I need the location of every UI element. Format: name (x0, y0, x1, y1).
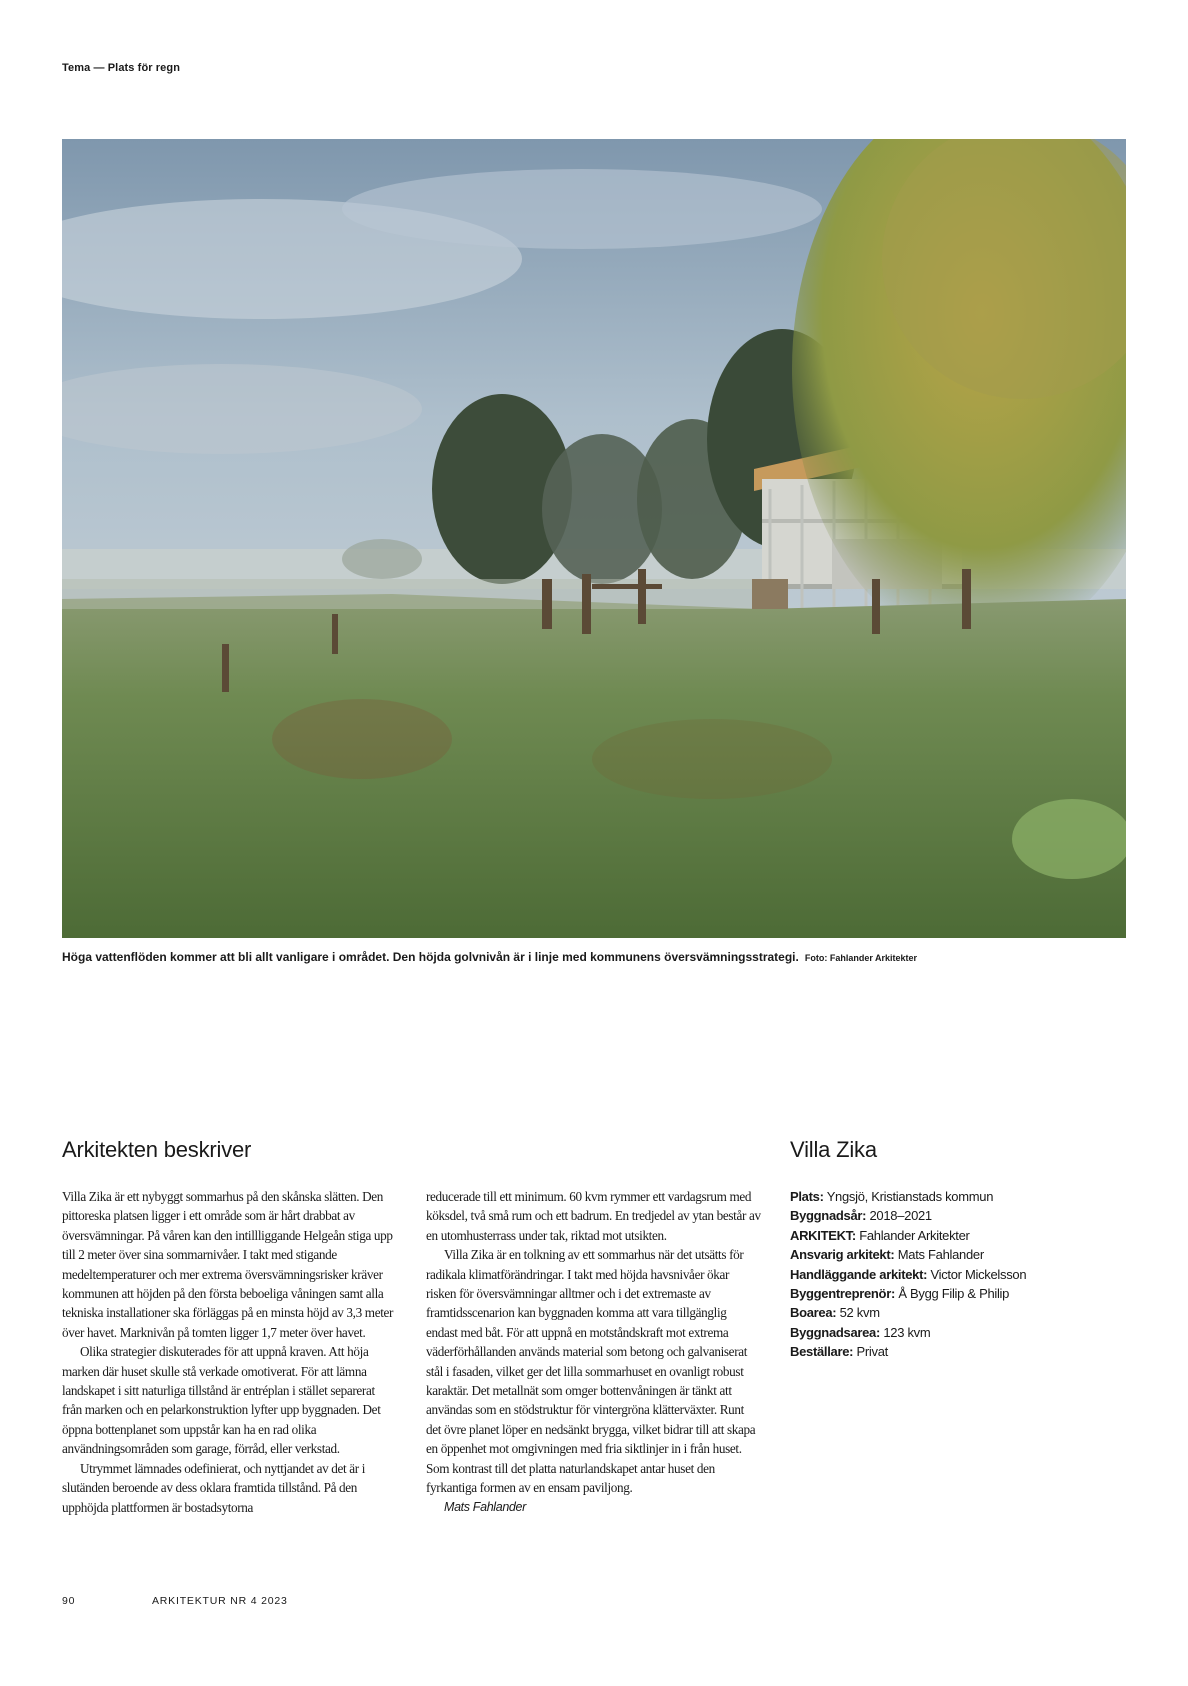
factbox-heading: Villa Zika (790, 1137, 877, 1162)
fact-row (790, 1342, 1130, 1361)
fact-row (790, 1187, 1130, 1206)
fact-row (790, 1284, 1130, 1303)
fact-row (790, 1226, 1130, 1245)
fact-row (790, 1303, 1130, 1322)
photo-credit: Foto: Fahlander Arkitekter (804, 953, 918, 963)
fact-value: 2018–2021 (869, 1208, 932, 1224)
fact-row (790, 1265, 1130, 1284)
fact-label: Byggnadsår: (790, 1208, 867, 1224)
section-kicker: Tema — Plats för regn (62, 62, 181, 74)
fact-value: Victor Mickelsson (930, 1266, 1027, 1282)
fact-value: Privat (856, 1344, 888, 1360)
fact-value: Fahlander Arkitekter (859, 1227, 970, 1243)
fact-value: 123 kvm (883, 1324, 931, 1340)
fact-label: Byggnadsarea: (790, 1324, 881, 1340)
fact-value: Å Bygg Filip & Philip (898, 1286, 1010, 1302)
paragraph: Villa Zika är en tolkning av ett sommarhus när det utsätts för radikala klimatförändringar. I takt med höjda havsnivåer ökar risken för översvämningar alltmer och i det extremaste av framtidsscenarion kan byggnaden komma att vara tillgänglig endast med båt. För att uppnå en motståndskraft mot extrema väderförhållanden används material som betong och galvaniserat stål i fasaden, vilket ger det lilla sommarhuset en ovanligt robust karaktär. Det metallnät som omger bottenvåningen är tänkt att användas som en stödstruktur för vintergröna klätterväxter. Runt det övre planet löper en nedsänkt brygga, vilket bidrar till att skapa en öppenhet mot omgivningen med fria siktlinjer in i från huset. Som kontrast till det platta naturlandskapet antar huset den fyrkantiga formen av en ensam paviljong. (426, 1247, 756, 1496)
paragraph: Olika strategier diskuterades för att uppnå kraven. Att höja marken där huset skulle stå verkade omotiverat. För att lämna landskapet i sitt naturliga tillstånd är entréplan i stället separerat från marken och en pelarkonstruktion lyfter upp byggnaden. Det öppna bottenplanet som uppstår kan ha en rad olika användningsområden som garage, förråd, eller verkstad. (62, 1344, 381, 1457)
fact-value: Mats Fahlander (897, 1247, 984, 1263)
paragraph: Villa Zika är ett nybyggt sommarhus på den skånska slätten. Den pittoreska platsen ligger i ett område som är hårt drabbat av översvämningar. På våren kan den intillliggande Helgeån stiga upp till 2 meter över sina sommarnivåer. I takt med stigande medeltemperaturer och mer extrema översvämningsrisker kräver kommunen att höjden på den första beboeliga våningen samt alla tekniska installationer ska förläggas på en minsta höjd av 3,3 meter över havet. Marknivån på tomten ligger 1,7 meter över havet. (62, 1189, 394, 1340)
article-column-2 (426, 1187, 761, 1517)
photo-caption (62, 950, 917, 964)
fact-label: Plats: (790, 1189, 824, 1204)
fact-row (790, 1245, 1130, 1264)
fact-row (790, 1206, 1130, 1225)
fact-label: Byggentreprenör: (790, 1286, 895, 1302)
fact-value: 52 kvm (839, 1305, 880, 1321)
magazine-issue: ARKITEKTUR NR 4 2023 (152, 1595, 288, 1607)
page-number: 90 (62, 1595, 76, 1607)
article-column-1 (62, 1187, 397, 1517)
fact-label: ARKITEKT: (790, 1227, 856, 1243)
landscape-photo (62, 139, 1126, 938)
fact-label: Handläggande arkitekt: (790, 1266, 928, 1282)
article-heading: Arkitekten beskriver (62, 1137, 252, 1162)
fact-label: Beställare: (790, 1344, 854, 1360)
photo-illustration (62, 139, 1126, 938)
paragraph: Utrymmet lämnades odefinierat, och nyttjandet av det är i slutänden beroende av dess oklara framtida tillstånd. På den upphöjda plattformen är bostadsytorna (62, 1460, 366, 1515)
fact-label: Boarea: (790, 1305, 837, 1321)
fact-value: Yngsjö, Kristianstads kommun (826, 1189, 994, 1204)
factbox (790, 1187, 1130, 1362)
fact-label: Ansvarig arkitekt: (790, 1247, 895, 1263)
paragraph: reducerade till ett minimum. 60 kvm rymmer ett vardagsrum med köksdel, två små rum och ett badrum. En tredjedel av ytan består av en utomhusterrass under tak, riktad mot utsikten. (426, 1189, 761, 1243)
author-signature: Mats Fahlander (444, 1499, 526, 1514)
fact-row (790, 1323, 1130, 1342)
caption-text: Höga vattenflöden kommer att bli allt vanligare i området. Den höjda golvnivån är i linje med kommunens översvämningsstrategi. (62, 950, 799, 964)
